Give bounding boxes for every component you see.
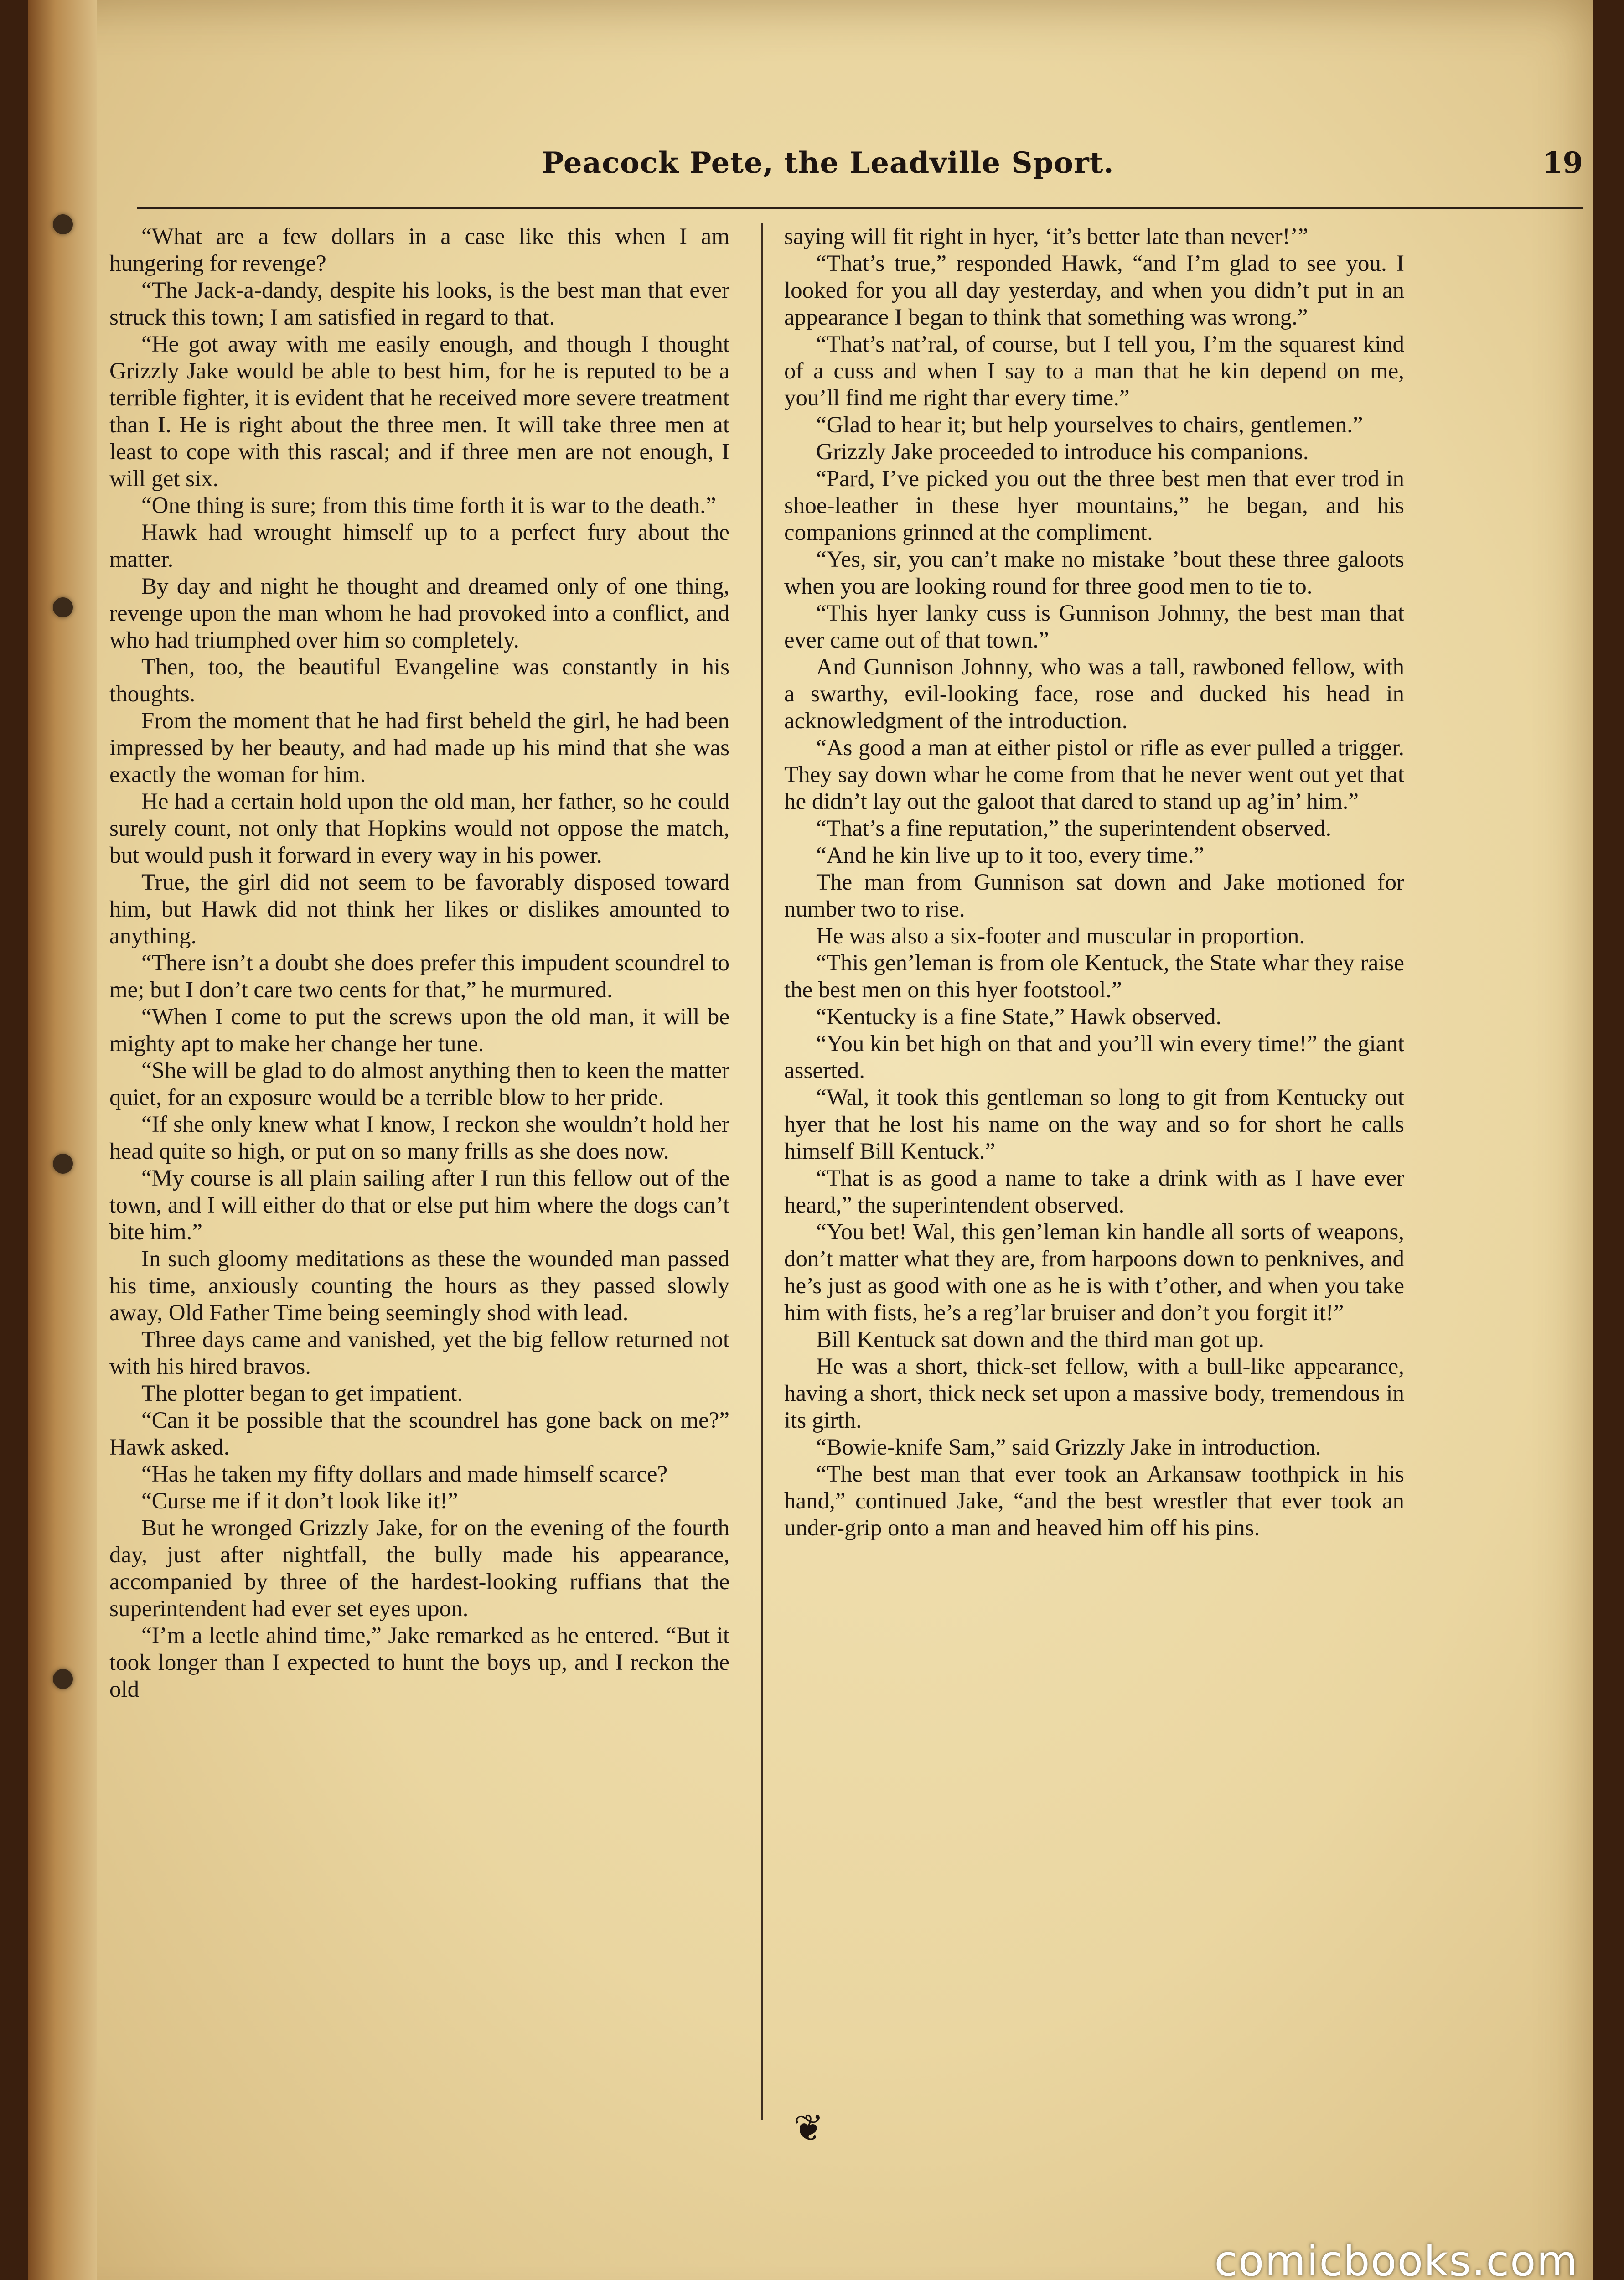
- paragraph: “That’s a fine reputation,” the superintendent observed.: [816, 816, 1332, 841]
- paragraph: “He got away with me easily enough, and though I thought Grizzly Jake would be able to best him, for he is reputed to be a terrible fighter, it is evident that he received more severe treatment than I. He is right about the three men. It will take three men at least to cope with this rascal; and if three men are not enough, I will get six.: [109, 332, 729, 492]
- paragraph: “You kin bet high on that and you’ll win every time!” the giant asserted.: [784, 1031, 1404, 1083]
- paragraph: “My course is all plain sailing after I run this fellow out of the town, and I will either do that or else put him where the dogs can’t bite him.”: [109, 1166, 729, 1245]
- paragraph: “Curse me if it don’t look like it!”: [141, 1488, 458, 1514]
- paragraph: “Can it be possible that the scoundrel has gone back on me?” Hawk asked.: [109, 1408, 729, 1460]
- staple-icon: [53, 214, 73, 234]
- paragraph: Grizzly Jake proceeded to introduce his companions.: [816, 439, 1309, 465]
- paragraph: “This hyer lanky cuss is Gunnison Johnny, the best man that ever came out of that town.”: [784, 601, 1404, 653]
- staple-icon: [53, 1669, 73, 1689]
- paragraph: “One thing is sure; from this time forth it is war to the death.”: [141, 493, 716, 518]
- staple-icon: [53, 1154, 73, 1174]
- paragraph: “What are a few dollars in a case like this when I am hungering for revenge?: [109, 224, 729, 276]
- paragraph: “That’s true,” responded Hawk, “and I’m glad to see you. I looked for you all day yesterday, and when you didn’t put in an appearance I began to think that something was wrong.”: [784, 251, 1404, 330]
- paragraph: True, the girl did not seem to be favorably disposed toward him, but Hawk did not think her likes or dislikes amounted to anything.: [109, 870, 729, 949]
- paragraph: Then, too, the beautiful Evangeline was constantly in his thoughts.: [109, 654, 729, 707]
- paragraph: “This gen’leman is from ole Kentuck, the State whar they raise the best men on this hyer footstool.”: [784, 950, 1404, 1003]
- paragraph: “That’s nat’ral, of course, but I tell you, I’m the squarest kind of a cuss and when I say to a man that he kin depend on me, you’ll find me right thar every time.”: [784, 332, 1404, 411]
- paragraph: But he wronged Grizzly Jake, for on the evening of the fourth day, just after nightfall, the bully made his appearance, accompanied by three of the hardest-looking ruffians that the superintendent had ever set eyes upon.: [109, 1515, 729, 1622]
- paragraph: “If she only knew what I know, I reckon she wouldn’t hold her head quite so high, or put on so many frills as she does now.: [109, 1112, 729, 1164]
- text-column-left: [109, 223, 729, 1703]
- paragraph: “And he kin live up to it too, every time.”: [816, 843, 1205, 868]
- paragraph: “Wal, it took this gentleman so long to git from Kentucky out hyer that he lost his name on the way and so for short he calls himself Bill Kentuck.”: [784, 1085, 1404, 1164]
- watermark: comicbooks.com: [1214, 2237, 1578, 2280]
- paragraph: He had a certain hold upon the old man, her father, so he could surely count, not only that Hopkins would not oppose the match, but would push it forward in every way in his power.: [109, 789, 729, 868]
- paragraph: The plotter began to get impatient.: [141, 1381, 463, 1406]
- printer-ornament-icon: ❦: [793, 2107, 824, 2149]
- paragraph: “There isn’t a doubt she does prefer this impudent scoundrel to me; but I don’t care two cents for that,” he murmured.: [109, 950, 729, 1003]
- paragraph: “Yes, sir, you can’t make no mistake ’bout these three galoots when you are looking round for three good men to tie to.: [784, 547, 1404, 599]
- paragraph: Three days came and vanished, yet the big fellow returned not with his hired bravos.: [109, 1327, 729, 1379]
- paragraph: “When I come to put the screws upon the old man, it will be mighty apt to make her change her tune.: [109, 1004, 729, 1057]
- page-title: Peacock Pete, the Leadville Sport.: [542, 146, 1114, 180]
- text-column-right: [784, 223, 1404, 1542]
- paragraph: “You bet! Wal, this gen’leman kin handle all sorts of weapons, don’t matter what they are, from harpoons down to penknives, and he’s just as good with one as he is with t’other, and when you take him with fists, he’s a reg’lar bruiser and don’t you forgit it!”: [784, 1219, 1404, 1326]
- paragraph: “Kentucky is a fine State,” Hawk observed.: [816, 1004, 1222, 1030]
- paragraph: In such gloomy meditations as these the wounded man passed his time, anxiously counting the hours as they passed slowly away, Old Father Time being seemingly shod with lead.: [109, 1246, 729, 1326]
- paragraph: “Glad to hear it; but help yourselves to chairs, gentlemen.”: [816, 412, 1363, 438]
- paragraph: He was a short, thick-set fellow, with a bull-like appearance, having a short, thick neck set upon a massive body, tremendous in its girth.: [784, 1354, 1404, 1433]
- paragraph: “She will be glad to do almost anything then to keen the matter quiet, for an exposure would be a terrible blow to her pride.: [109, 1058, 729, 1110]
- paragraph: saying will fit right in hyer, ‘it’s better late than never!’”: [784, 224, 1309, 249]
- paragraph: “Pard, I’ve picked you out the three best men that ever trod in shoe-leather in these hyer mountains,” he began, and his companions grinned at the compliment.: [784, 466, 1404, 545]
- paragraph: The man from Gunnison sat down and Jake motioned for number two to rise.: [784, 870, 1404, 922]
- paragraph: “That is as good a name to take a drink with as I have ever heard,” the superintendent observed.: [784, 1166, 1404, 1218]
- paragraph: He was also a six-footer and muscular in proportion.: [816, 923, 1305, 949]
- paragraph: By day and night he thought and dreamed only of one thing, revenge upon the man whom he had provoked into a conflict, and who had triumphed over him so completely.: [109, 574, 729, 653]
- staple-icon: [53, 597, 73, 617]
- page-number: 19: [1542, 146, 1583, 180]
- paragraph: From the moment that he had first beheld the girl, he had been impressed by her beauty, and had made up his mind that she was exactly the woman for him.: [109, 708, 729, 788]
- paragraph: “The best man that ever took an Arkansaw toothpick in his hand,” continued Jake, “and the best wrestler that ever took an under-grip onto a man and heaved him off his pins.: [784, 1461, 1404, 1541]
- binding-spine: [28, 0, 97, 2280]
- paragraph: Bill Kentuck sat down and the third man got up.: [816, 1327, 1265, 1352]
- paragraph: “The Jack-a-dandy, despite his looks, is the best man that ever struck this town; I am satisfied in regard to that.: [109, 278, 729, 330]
- paragraph: And Gunnison Johnny, who was a tall, rawboned fellow, with a swarthy, evil-looking face, rose and ducked his head in acknowledgment of the introduction.: [784, 654, 1404, 734]
- paragraph: Hawk had wrought himself up to a perfect fury about the matter.: [109, 520, 729, 572]
- paragraph: “Has he taken my fifty dollars and made himself scarce?: [141, 1461, 668, 1487]
- paragraph: “Bowie-knife Sam,” said Grizzly Jake in introduction.: [816, 1435, 1321, 1460]
- column-divider: [761, 223, 763, 2120]
- header-rule: [137, 207, 1583, 209]
- page-header: [73, 146, 1583, 196]
- paragraph: “I’m a leetle ahind time,” Jake remarked as he entered. “But it took longer than I expected to hunt the boys up, and I reckon the old: [109, 1623, 729, 1702]
- paragraph: “As good a man at either pistol or rifle as ever pulled a trigger. They say down whar he come from that he never went out yet that he didn’t lay out the galoot that dared to stand up ag’in’ him.”: [784, 735, 1404, 814]
